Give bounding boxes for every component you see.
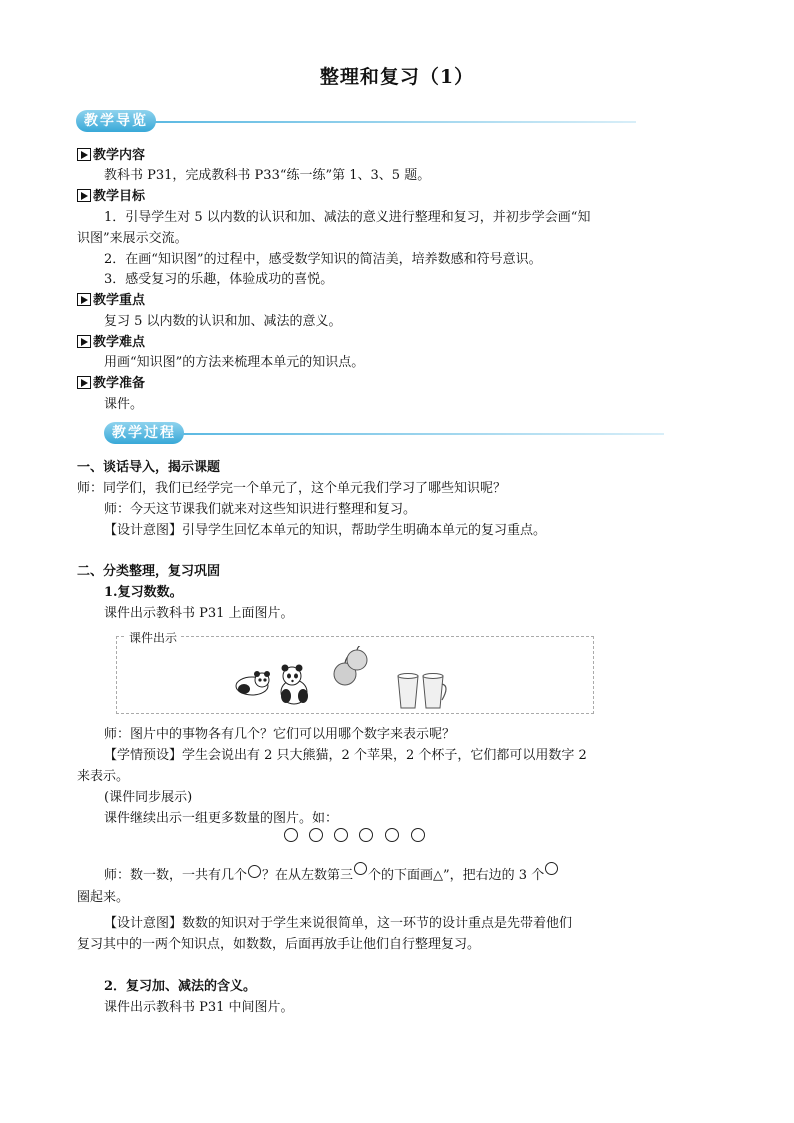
panda-icon — [281, 665, 308, 705]
play-icon — [77, 189, 91, 202]
play-icon — [77, 335, 91, 348]
circle-icon — [354, 862, 367, 875]
sync-note: (课件同步展示) — [104, 790, 193, 805]
courseware-illustration — [230, 646, 460, 712]
section-banner-process — [104, 422, 664, 444]
section-banner-guide — [76, 110, 636, 132]
count-question: 师：数一数，一共有几个 ？在从左数第三 个的下面画△”，把右边的 3 个 — [104, 862, 559, 883]
circle-icon — [334, 828, 348, 842]
part-1-design-intent: 【设计意图】引导学生回忆本单元的知识，帮助学生明确本单元的复习重点。 — [104, 523, 547, 538]
count-question-cont: 圈起来。 — [77, 890, 130, 905]
cup-icon — [423, 674, 446, 709]
goal-1-line-1: 1．引导学生对 5 以内数的认识和加、减法的意义进行整理和复习，并初步学会画“知 — [104, 210, 591, 225]
part-1-heading: 一、谈话导入，揭示课题 — [77, 460, 221, 475]
goal-2: 2．在画“知识图”的过程中，感受数学知识的简洁美，培养数感和符号意识。 — [104, 252, 542, 267]
panda-icon — [236, 671, 270, 695]
section-difficulty: 教学难点 — [77, 331, 145, 350]
more-pictures-line: 课件继续出示一组更多数量的图片。如： — [104, 811, 339, 826]
circle-icon — [248, 865, 261, 878]
banner-label: 教学过程 — [104, 422, 184, 444]
apple-icon — [347, 646, 367, 670]
banner-divider — [154, 121, 636, 123]
subsection-1-line: 课件出示教科书 P31 上面图片。 — [104, 606, 294, 621]
courseware-label: 课件出示 — [126, 629, 180, 646]
circle-icon — [359, 828, 373, 842]
preset-line-2: 来表示。 — [77, 769, 130, 784]
part-1-para-2: 师：今天这节课我们就来对这些知识进行整理和复习。 — [104, 502, 417, 517]
section-teaching-content: 教学内容 — [77, 144, 145, 163]
part-1-para-1: 师：同学们，我们已经学完一个单元了，这个单元我们学习了哪些知识呢？ — [77, 481, 507, 496]
subsection-2-heading: 2．复习加、减法的含义。 — [104, 979, 257, 994]
prep-text: 课件。 — [104, 397, 144, 412]
cup-icon — [398, 674, 418, 709]
play-icon — [77, 293, 91, 306]
play-icon — [77, 376, 91, 389]
banner-divider — [182, 433, 664, 435]
circle-icon — [385, 828, 399, 842]
design-intent-line-1: 【设计意图】数数的知识对于学生来说很简单，这一环节的设计重点是先带着他们 — [104, 916, 573, 931]
content-text: 教科书 P31，完成教科书 P33“练一练”第 1、3、5 题。 — [104, 168, 431, 183]
section-key-points: 教学重点 — [77, 289, 145, 308]
preset-line-1: 【学情预设】学生会说出有 2 只大熊猫，2 个苹果，2 个杯子，它们都可以用数字 2 — [104, 748, 587, 763]
banner-label: 教学导览 — [76, 110, 156, 132]
difficulty-text: 用画“知识图”的方法来梳理本单元的知识点。 — [104, 355, 365, 370]
design-intent-line-2: 复习其中的一两个知识点，如数数，后面再放手让他们自行整理复习。 — [77, 937, 481, 952]
key-text: 复习 5 以内数的认识和加、减法的意义。 — [104, 314, 342, 329]
circle-icon — [309, 828, 323, 842]
circle-icon — [284, 828, 298, 842]
question-1: 师：图片中的事物各有几个？它们可以用哪个数字来表示呢？ — [104, 727, 456, 742]
subsection-1-heading: 1.复习数数。 — [104, 585, 183, 600]
subsection-2-line: 课件出示教科书 P31 中间图片。 — [104, 1000, 294, 1015]
goal-1-line-2: 识图”来展示交流。 — [77, 231, 188, 246]
circle-icon — [545, 862, 558, 875]
section-preparation: 教学准备 — [77, 372, 145, 391]
circle-icon — [411, 828, 425, 842]
page-title: 整理和复习（1） — [319, 66, 475, 88]
play-icon — [77, 148, 91, 161]
part-2-heading: 二、分类整理，复习巩固 — [77, 564, 221, 579]
goal-3: 3．感受复习的乐趣，体验成功的喜悦。 — [104, 272, 334, 287]
section-teaching-goals: 教学目标 — [77, 185, 145, 204]
